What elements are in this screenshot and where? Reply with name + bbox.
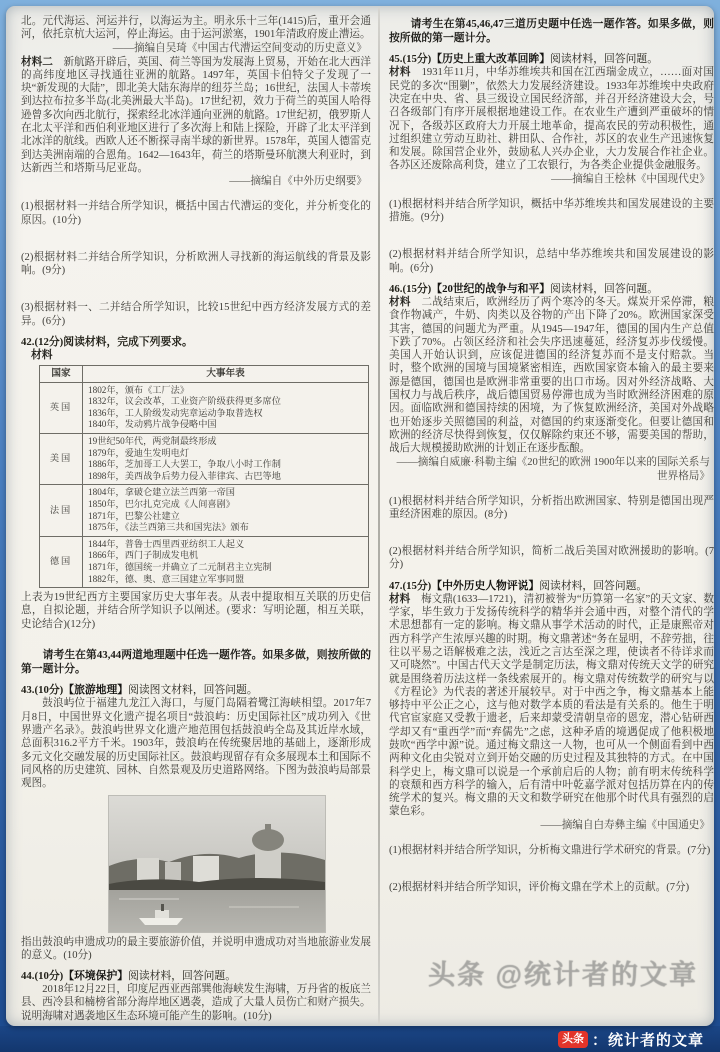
- question-41-3: (3)根据材料一、二并结合所学知识，比较15世纪中西方经济发展方式的差异。(6分): [21, 302, 371, 327]
- events-cell: [83, 382, 369, 433]
- question-45-header: 45.(15分)【历史上重大改革回眸】阅读材料，回答问题。: [389, 53, 659, 66]
- question-41-2: (2)根据材料二并结合所学知识，分析欧洲人寻找新的海运航线的背景及影响。(9分): [21, 251, 371, 277]
- country-cell: 德国: [40, 536, 83, 587]
- event-line: 1832年，议会改革，工业资产阶级获得更多席位: [88, 396, 281, 407]
- question-44-material: 2018年12月22日，印度尼西亚西部巽他海峡发生海啸，万丹省的板底兰县、西冷县和楠榜省部分海岸地区遇袭，造成了大量人员伤亡和财产损失。: [21, 984, 371, 1009]
- event-line: 1836年，工人阶级发动宪章运动争取普选权: [88, 407, 263, 418]
- event-line: 1844年，普鲁士西里西亚纺织工人起义: [88, 538, 245, 549]
- material2-text: 新航路开辟后，英国、荷兰等国为发展海上贸易，开始在北大西洋的高纬度地区寻找通往亚洲的航路。1497年，英国卡伯特父子发现了一块“新发现的大陆”，即北美大陆东海岸的纽芬兰岛；16世纪，法国人卡蒂埃到达拉布拉多半岛(北美洲最大半岛)。17世纪初，效力于荷兰的英国人哈得逊曾多次向西北航行，探索经北冰洋通向亚洲的航路。17世纪初，俄罗斯人在北太平洋和西伯利亚地区进行了多次海上和陆上探险，开辟了北太平洋到北冰洋的航线。西欧人还不断探寻南半球的新世界。1578年，英国人德雷克到达美洲南端的合恩角。1642—1643年，荷兰的塔斯曼环航澳大利亚时，到达新西兰和塔斯马尼亚岛。: [21, 56, 372, 174]
- question-47-source: ——摘编自白寿彝主编《中国通史》: [540, 819, 710, 831]
- question-46-material: 材料 二战结束后，欧洲经历了两个寒冷的冬天。煤炭开采停滞，粮食作物减产，牛奶、肉类以及谷物的产出下降了20%。欧洲国家深受其害，德国的问题尤为严重。从1945—1947年，德国的国内生产总值下跌了70%。占领区经济和社会失序迅速蔓延，经济复苏步伐缓慢。美国人开始认识到，应该促进德国的经济复苏而不是支付赔款。当时，整个欧洲的国境与国境紧密相连，西欧国家资本输入的最主要来源是德国，德国也是欧洲非常重要的出口市场。因对外经济战略、大国权力与战后秩序，战后德国贸易停滞也成为当时欧洲经济困难的原因。面临欧洲和德国持续的困境，为了恢复欧洲经济，美国对外战略也开始逐步关照德国的利益，对德国的约束逐渐变化。但要让德国和欧洲的经济尽快得到恢复，仅仅解除约束还不够，需要美国的帮助，战后大规模援助欧洲的计划正在逐步酝酿。: [389, 296, 714, 455]
- question-43-task: 指出鼓浪屿申遗成功的最主要旅游价值，并说明申遗成功对当地旅游业发展的意义。(10分): [21, 936, 371, 961]
- question-45-source: ——摘编自王桧林《中国现代史》: [551, 173, 710, 185]
- question-47-header: 47.(15分)【中外历史人物评说】阅读材料，回答问题。: [389, 579, 648, 592]
- event-line: 1898年，美西战争后势力侵入菲律宾、古巴等地: [88, 470, 281, 481]
- event-line: 1886年，芝加哥工人大罢工，争取八小时工作制: [88, 459, 281, 470]
- table-row-france: [40, 485, 369, 536]
- events-table: [39, 365, 369, 588]
- event-line: 1804年，拿破仑建立法兰西第一帝国: [88, 487, 235, 498]
- question-42-material-label: 材料: [31, 349, 53, 362]
- question-42-header: 42.(12分)阅读材料，完成下列要求。: [21, 336, 193, 349]
- question-47-material: 材料 梅文鼎(1633—1721)，清初被誉为“历算第一名家”的天文家、数学家，毕生致力于发扬传统科学的精华并会通中西，对整个清代的学术思想都有一定的影响。梅文鼎从事学术活动的时代，正是康熙帝对西方科学产生浓厚兴趣的时期。梅文鼎著述“务在显明，不辞劳拙，往往以平易之语解极难之法，浅近之言达至深之理，使读者不待详求而又可晓然”。中国古代天文学是制定历法，梅文鼎对传统天文学的研究就是围绕着历法这样一条线索展开的。梅文鼎对传统数学的研究与以《方程论》为代表的著述开展较早。对于中西之争，梅文鼎基本上能够持中平公正之心，这与他对数学本质的看法是有关系的。他生于明代官宦家庭又受教于遗老，后来却蒙受清朝皇帝的恩宠，潜心钻研西学却又有“重西学”而“弃儒先”之虑，这种矛盾的境遇促成了他积极地鼓吹“西学中源”说。通过梅文鼎这一人物，也可从一个侧面看到中西两种文化由尖锐对立到开始交融的历史过程及其独特的方式。在中国科学史上，梅文鼎可以说是一个承前启后的人物；前有明末传统科学的衰颓和西方科学的输入，后有清中叶乾嘉学派对包括历算在内的传统学术的复兴。梅文鼎的天文和数学研究在他那个时代具有强烈的启蒙色彩。: [389, 593, 714, 818]
- event-line: 1871年，巴黎公社建立: [88, 510, 180, 521]
- material1-source: ——摘编自吴琦《中国古代漕运空间变动的历史意义》: [112, 42, 367, 54]
- event-line: 1875年，《法兰西第三共和国宪法》颁布: [88, 522, 249, 533]
- events-cell: [83, 536, 369, 587]
- page-watermark: 头条 @统计者的文章: [428, 960, 698, 990]
- question-45-2: (2)根据材料并结合所学知识，总结中华苏维埃共和国发展建设的影响。(6分): [389, 249, 714, 274]
- event-line: 1882年，德、奥、意三国建立军事同盟: [88, 573, 245, 584]
- gulangyu-photo: [109, 796, 325, 932]
- toutiao-logo-icon: 头条: [558, 1031, 588, 1048]
- table-row-usa: [40, 434, 369, 485]
- col-header-country: 国家: [40, 366, 83, 383]
- event-line: 1840年，发动鸦片战争侵略中国: [88, 419, 217, 430]
- question-47-1: (1)根据材料并结合所学知识，分析梅文鼎进行学术研究的背景。(7分): [389, 844, 711, 856]
- question-46-2: (2)根据材料并结合所学知识，简析二战后美国对欧洲援助的影响。(7分): [389, 546, 714, 571]
- event-line: 19世纪50年代，两党制最终形成: [88, 436, 217, 447]
- country-cell: 美国: [40, 434, 83, 485]
- material1-continued-text: 北。元代海运、河运并行，以海运为主。明永乐十三年(1415)后，重开会通河，依托京杭大运河，停止海运。由于运河淤塞，1901年清政府废止漕运。: [21, 16, 371, 41]
- question-46-source: ——摘编自威廉·科勒主编《20世纪的欧洲 1900年以来的国际关系与世界格局》: [396, 456, 710, 482]
- table-header-row: [40, 366, 369, 383]
- event-line: 1802年，颁布《工厂法》: [88, 384, 190, 395]
- question-44-header: 44.(10分)【环境保护】阅读材料，回答问题。: [21, 970, 237, 983]
- exam-paper-page: [6, 6, 714, 1026]
- country-cell: 英国: [40, 382, 83, 433]
- question-43-header: 43.(10分)【旅游地理】阅读图文材料，回答问题。: [21, 684, 258, 697]
- right-column: [380, 6, 714, 1026]
- question-45-1: (1)根据材料并结合所学知识，概括中华苏维埃共和国发展建设的主要措施。(9分): [389, 198, 714, 224]
- event-line: 1850年，巴尔扎克完成《人间喜剧》: [88, 498, 235, 509]
- country-cell: 法国: [40, 485, 83, 536]
- geography-choice-notice: 请考生在第43,44两道地理题中任选一题作答。如果多做，则按所做的第一题计分。: [21, 649, 371, 676]
- bottom-brand-bar: [0, 1026, 720, 1052]
- question-43-material: 鼓浪屿位于福建九龙江入海口，与厦门岛隔着鹭江海峡相望。2017年7月8日，中国世界文化遗产提名项目“鼓浪屿：历史国际社区”成功列入《世界遗产名录》。鼓浪屿世界文化遗产地范围包括鼓浪屿全岛及其近岸水域，总面积316.2平方千米。1903年，鼓浪屿在传统聚居地的基础上，逐渐形成多元文化交融发展的历史国际社区。鼓浪屿现留存有众多展现本土和国际不同风格的历史建筑、园林、自然景观及历史道路网络。下图为鼓浪屿局部景观图。: [21, 698, 371, 790]
- question-41-1: (1)根据材料一并结合所学知识，概括中国古代漕运的变化，并分析变化的原因。(10分): [21, 201, 371, 226]
- event-line: 1866年，西门子制成发电机: [88, 550, 199, 561]
- question-46-header: 46.(15分)【20世纪的战争与和平】阅读材料，回答问题。: [389, 282, 659, 295]
- events-cell: [83, 434, 369, 485]
- material2-label: 材料二: [21, 56, 53, 68]
- question-47-2: (2)根据材料并结合所学知识，评价梅文鼎在学术上的贡献。(7分): [389, 882, 690, 894]
- brand-account-name: 统计者的文章: [607, 1031, 704, 1049]
- material2-source: ——摘编自《中外历史纲要》: [229, 176, 367, 188]
- gulangyu-photo-graphic: [109, 796, 325, 932]
- table-row-uk: [40, 382, 369, 433]
- col-header-events: 大事年表: [83, 366, 369, 383]
- question-42-task: 上表为19世纪西方主要国家历史大事年表。从表中提取相互关联的历史信息，自拟论题，并结合所学知识予以阐述。(要求：写明论题，相互关联，史论结合)(12分): [21, 592, 371, 630]
- material2-paragraph: [21, 56, 371, 176]
- event-line: 1879年，爱迪生发明电灯: [88, 447, 190, 458]
- events-cell: [83, 485, 369, 536]
- table-row-germany: [40, 536, 369, 587]
- question-44-task: 说明海啸对遇袭地区生态环境可能产生的影响。(10分): [21, 1010, 272, 1022]
- event-line: 1871年，德国统一并确立了二元制君主立宪制: [88, 561, 272, 572]
- left-column: [6, 6, 378, 1026]
- question-45-material: 材料 1931年11月，中华苏维埃共和国在江西瑞金成立，……面对国民党的多次“围剿”，依然大力发展经济建设。1933年苏维埃中央政府决定在中央、省、县三级设立国民经济部，并召开经济建设大会，号召各级部门有序开展根据地建设工作。在农业生产遭到严重破坏的情况下，各级苏区政府大力开展土地革命，提高农民的劳动积极性，通过组织建立劳动互助社、耕田队、合作社，苏区的农业生产迅速恢复和发展。除国营企业外，鼓励私人兴办企业，大力发展合作社企业。各苏区还废除高利贷，建立了工农银行，为各类企业提供金融服务。: [389, 67, 714, 172]
- question-46-1: (1)根据材料并结合所学知识，分析指出欧洲国家、特别是德国出现严重经济困难的原因。(8分): [389, 495, 714, 520]
- history-choice-notice: 请考生在第45,46,47三道历史题中任选一题作答。如果多做，则按所做的第一题计分。: [389, 18, 714, 45]
- brand-separator: ：: [591, 1031, 608, 1049]
